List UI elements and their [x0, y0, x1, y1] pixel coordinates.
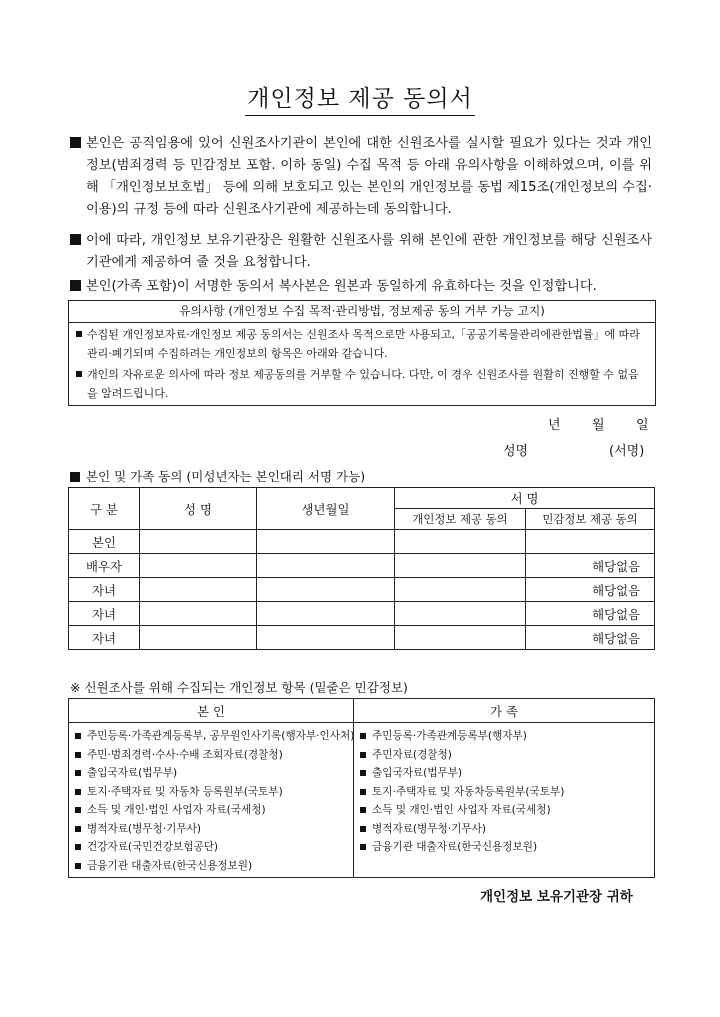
self-items-cell — [69, 723, 354, 878]
list-item: 병적자료(병무청·기무사) — [354, 820, 654, 839]
header-category: 구 분 — [69, 488, 140, 530]
sensitive-sign-cell: 해당없음 — [526, 602, 655, 626]
header-sign-personal: 개인정보 제공 동의 — [395, 509, 526, 530]
table-row — [69, 626, 655, 650]
bullet-icon — [360, 789, 366, 795]
bullet-icon — [75, 863, 81, 869]
notice-box — [68, 300, 656, 406]
personal-sign-cell[interactable] — [395, 554, 526, 578]
birth-cell[interactable] — [257, 602, 395, 626]
list-item: 건강자료(국민건강보험공단) — [69, 838, 353, 857]
bullet-icon — [360, 844, 366, 850]
bullet-icon — [76, 371, 82, 377]
signer-sign-label: (서명) — [609, 444, 645, 459]
square-bullet-icon — [70, 234, 81, 245]
name-cell[interactable] — [140, 554, 257, 578]
list-item: 출입국자료(법무부) — [69, 764, 353, 783]
table-row — [69, 530, 655, 554]
column-family-header: 가 족 — [354, 699, 655, 723]
personal-sign-cell[interactable] — [395, 578, 526, 602]
bullet-icon — [360, 752, 366, 758]
bullet-icon — [360, 807, 366, 813]
bullet-icon — [75, 770, 81, 776]
birth-cell[interactable] — [257, 530, 395, 554]
name-cell[interactable] — [140, 578, 257, 602]
name-cell[interactable] — [140, 602, 257, 626]
bullet-icon — [75, 844, 81, 850]
birth-cell[interactable] — [257, 554, 395, 578]
signer-name-label: 성명 — [503, 444, 529, 459]
row-category: 자녀 — [69, 626, 140, 650]
consent-table-heading: 본인 및 가족 동의 (미성년자는 본인대리 서명 가능) — [70, 467, 365, 485]
name-cell[interactable] — [140, 530, 257, 554]
sensitive-sign-cell: 해당없음 — [526, 554, 655, 578]
table-row — [69, 602, 655, 626]
collected-items-table — [68, 698, 655, 878]
list-item: 주민자료(경찰청) — [354, 746, 654, 765]
document-title: 개인정보 제공 동의서 — [0, 80, 720, 113]
date-day-label: 일 — [636, 418, 649, 433]
personal-sign-cell[interactable] — [395, 626, 526, 650]
collected-items-heading: ※ 신원조사를 위해 수집되는 개인정보 항목 (밑줄은 민감정보) — [70, 680, 408, 695]
addressee-footer: 개인정보 보유기관장 귀하 — [480, 889, 633, 905]
consent-paragraph-1: 본인은 공직임용에 있어 신원조사기관이 본인에 대한 신원조사를 실시할 필요가 있다는 것과 개인정보(범죄경력 등 민감정보 포함. 이하 동일) 수집 목적 등 아래 유의사항을 이해하였으며, 이를 위해 「개인정보보호법」 등에 의해 보호되고 있는 본인의 개인정보를 동법 제15조(개인정보의 수집·이용)의 규정 등에 따라 신원조사기관에 제공하는데 동의합니다. — [70, 133, 652, 221]
table-row — [69, 554, 655, 578]
header-sign-sensitive: 민감정보 제공 동의 — [526, 509, 655, 530]
list-item: 토지·주택자료 및 자동차등록원부(국토부) — [354, 783, 654, 802]
birth-cell[interactable] — [257, 578, 395, 602]
square-bullet-icon — [70, 137, 81, 148]
bullet-icon — [360, 733, 366, 739]
sensitive-sign-cell[interactable] — [526, 530, 655, 554]
list-item: 소득 및 개인·법인 사업자 자료(국세청) — [69, 801, 353, 820]
table-row — [69, 578, 655, 602]
notice-header: 유의사항 (개인정보 수집 목적·관리방법, 정보제공 동의 거부 가능 고지) — [69, 301, 655, 323]
row-category: 본인 — [69, 530, 140, 554]
bullet-icon — [75, 807, 81, 813]
notice-item: 개인의 자유로운 의사에 따라 정보 제공동의를 거부할 수 있습니다. 다만, 이 경우 신원조사를 원활히 진행할 수 없음을 알려드립니다. — [69, 365, 655, 403]
list-item: 소득 및 개인·법인 사업자 자료(국세청) — [354, 801, 654, 820]
square-bullet-icon — [70, 472, 80, 482]
bullet-icon — [360, 826, 366, 832]
row-category: 배우자 — [69, 554, 140, 578]
sensitive-sign-cell: 해당없음 — [526, 626, 655, 650]
row-category: 자녀 — [69, 602, 140, 626]
date-year-label: 년 — [548, 418, 561, 433]
bullet-icon — [75, 826, 81, 832]
family-items-cell — [354, 723, 655, 878]
date-month-label: 월 — [592, 418, 605, 433]
personal-sign-cell[interactable] — [395, 602, 526, 626]
list-item: 토지·주택자료 및 자동차 등록원부(국토부) — [69, 783, 353, 802]
bullet-icon — [75, 752, 81, 758]
consent-table — [68, 487, 655, 650]
list-item: 금융기관 대출자료(한국신용정보원) — [69, 857, 353, 876]
list-item: 주민등록·가족관계등록부, 공무원인사기록(행자부·인사처) — [69, 727, 353, 746]
personal-sign-cell[interactable] — [395, 530, 526, 554]
list-item: 출입국자료(법무부) — [354, 764, 654, 783]
row-category: 자녀 — [69, 578, 140, 602]
column-self-header: 본 인 — [69, 699, 354, 723]
header-sign: 서 명 — [395, 488, 655, 509]
bullet-icon — [360, 770, 366, 776]
bullet-icon — [75, 789, 81, 795]
list-item: 병적자료(병무청·기무사) — [69, 820, 353, 839]
list-item: 주민등록·가족관계등록부(행자부) — [354, 727, 654, 746]
notice-item: 수집된 개인정보자료·개인정보 제공 동의서는 신원조사 목적으로만 사용되고,「공공기록물관리에관한법률」에 따라 관리·폐기되며 수집하려는 개인정보의 항목은 아래와 같습니다. — [69, 325, 655, 363]
birth-cell[interactable] — [257, 626, 395, 650]
header-name: 성 명 — [140, 488, 257, 530]
bullet-icon — [75, 733, 81, 739]
list-item: 금융기관 대출자료(한국신용정보원) — [354, 838, 654, 857]
name-cell[interactable] — [140, 626, 257, 650]
header-birth: 생년월일 — [257, 488, 395, 530]
consent-paragraph-3: 본인(가족 포함)이 서명한 동의서 복사본은 원본과 동일하게 유효하다는 것을 인정합니다. — [70, 276, 652, 298]
list-item: 주민·범죄경력·수사·수배 조회자료(경찰청) — [69, 746, 353, 765]
bullet-icon — [76, 331, 82, 337]
square-bullet-icon — [70, 280, 81, 291]
consent-paragraph-2: 이에 따라, 개인정보 보유기관장은 원활한 신원조사를 위해 본인에 관한 개인정보를 해당 신원조사기관에게 제공하여 줄 것을 요청합니다. — [70, 230, 652, 274]
sensitive-sign-cell: 해당없음 — [526, 578, 655, 602]
